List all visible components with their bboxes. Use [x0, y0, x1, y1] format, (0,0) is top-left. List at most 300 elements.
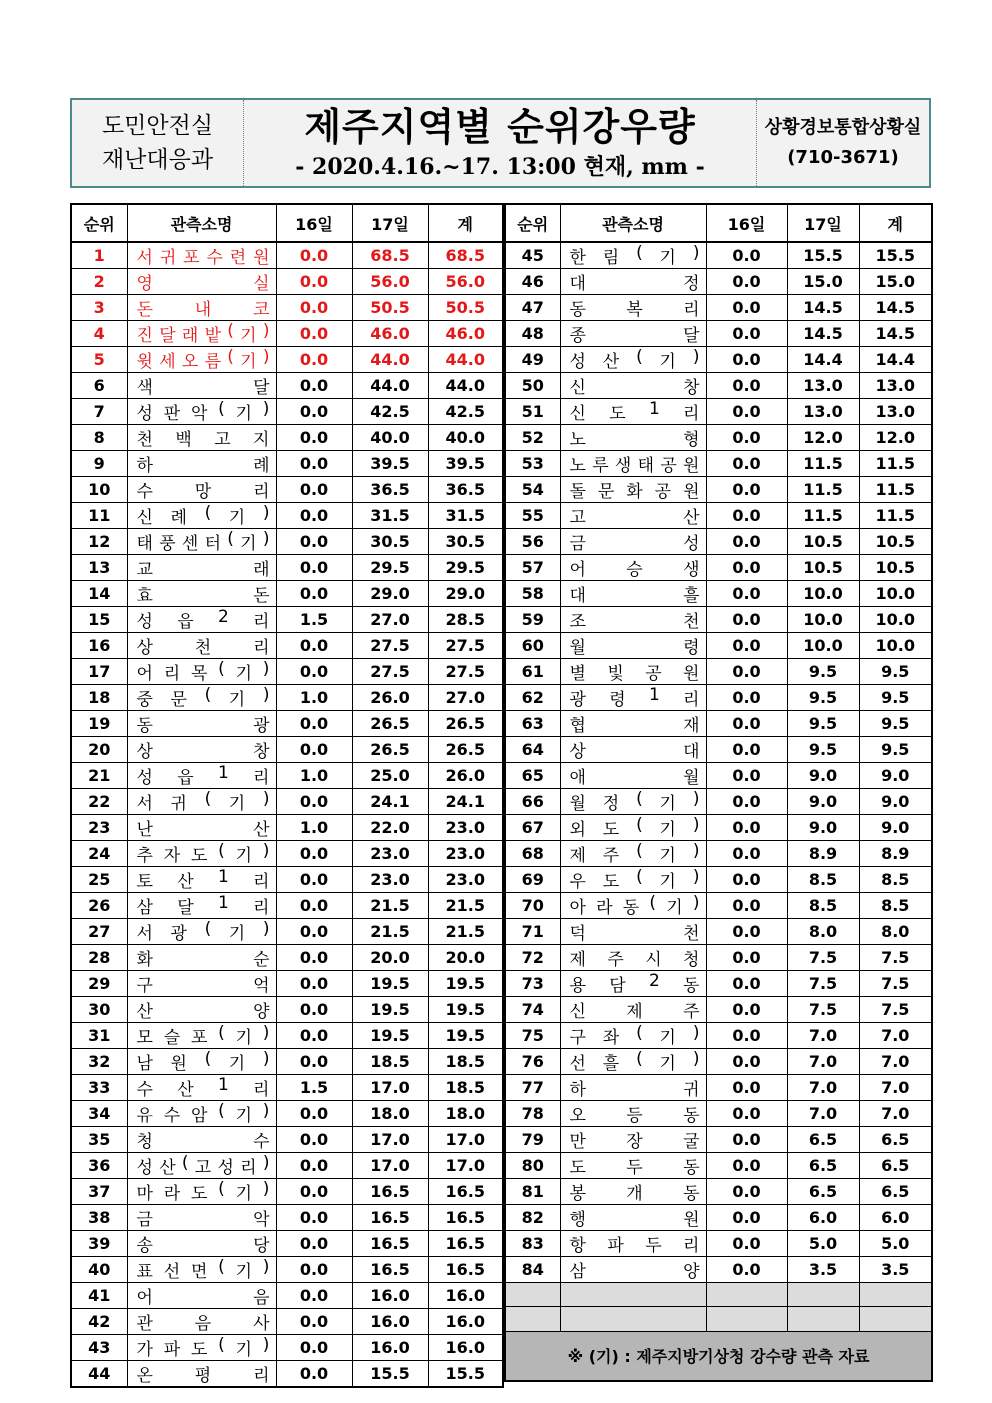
- station-name: 고 산: [569, 508, 700, 528]
- total-value-cell: 18.5: [428, 1049, 503, 1075]
- total-value-cell: 18.0: [428, 1101, 503, 1127]
- station-name: 화 순: [136, 950, 270, 970]
- station-name: 선 흘 ( 기 ): [569, 1049, 700, 1074]
- total-value-cell: 17.0: [428, 1127, 503, 1153]
- station-name-cell: [560, 373, 706, 399]
- total-value-cell: 31.5: [428, 503, 503, 529]
- station-name-cell: [127, 1361, 276, 1388]
- total-value-cell: 6.0: [859, 1205, 932, 1231]
- table-row: [71, 1127, 503, 1153]
- station-name: 종 달: [569, 326, 700, 346]
- table-row: [505, 763, 932, 789]
- table-row: [71, 893, 503, 919]
- day2-value-cell: 56.0: [352, 269, 428, 295]
- table-row: [505, 555, 932, 581]
- total-value-cell: 26.5: [428, 737, 503, 763]
- rank-cell: 12: [71, 529, 127, 555]
- station-name: 남 원 ( 기 ): [136, 1049, 270, 1074]
- rank-cell: 68: [505, 841, 560, 867]
- day1-value-cell: 0.0: [706, 1127, 787, 1153]
- total-value-cell: 8.5: [859, 893, 932, 919]
- station-name-cell: [560, 1101, 706, 1127]
- station-name: 수 산 1 리: [136, 1075, 270, 1100]
- total-value-cell: 10.5: [859, 555, 932, 581]
- day2-value-cell: 27.0: [352, 607, 428, 633]
- station-name: 표 선 면 ( 기 ): [136, 1257, 270, 1282]
- rank-cell: 75: [505, 1023, 560, 1049]
- day1-value-cell: 0.0: [706, 1257, 787, 1283]
- station-name: 송 당: [136, 1236, 270, 1256]
- station-name: 하 례: [136, 456, 270, 476]
- station-name: 아 라 동 ( 기 ): [569, 893, 700, 918]
- station-name-cell: [560, 1205, 706, 1231]
- rank-cell: 21: [71, 763, 127, 789]
- station-name-cell: [560, 477, 706, 503]
- rank-cell: 16: [71, 633, 127, 659]
- empty-cell: [859, 1283, 932, 1307]
- station-name: 어 음: [136, 1288, 270, 1308]
- day2-value-cell: 19.5: [352, 1023, 428, 1049]
- rank-cell: 33: [71, 1075, 127, 1101]
- rank-cell: 84: [505, 1257, 560, 1283]
- station-name-cell: [127, 1231, 276, 1257]
- day2-value-cell: 7.5: [787, 945, 859, 971]
- table-row: [71, 1101, 503, 1127]
- total-value-cell: 7.0: [859, 1075, 932, 1101]
- day2-value-cell: 14.5: [787, 295, 859, 321]
- station-name: 유 수 암 ( 기 ): [136, 1101, 270, 1126]
- station-name: 한 림 ( 기 ): [569, 243, 700, 268]
- station-name-cell: [560, 685, 706, 711]
- total-value-cell: 16.5: [428, 1179, 503, 1205]
- station-name: 모 슬 포 ( 기 ): [136, 1023, 270, 1048]
- day2-value-cell: 30.5: [352, 529, 428, 555]
- day2-value-cell: 21.5: [352, 919, 428, 945]
- rank-cell: 67: [505, 815, 560, 841]
- station-name: 외 도 ( 기 ): [569, 815, 700, 840]
- day1-value-cell: 0.0: [706, 529, 787, 555]
- day1-value-cell: 0.0: [276, 893, 352, 919]
- day1-value-cell: 0.0: [276, 295, 352, 321]
- total-value-cell: 14.5: [859, 321, 932, 347]
- rank-cell: 13: [71, 555, 127, 581]
- day2-value-cell: 7.5: [787, 997, 859, 1023]
- table-row: [505, 295, 932, 321]
- table-row: [505, 503, 932, 529]
- rank-cell: 44: [71, 1361, 127, 1388]
- office-phone: (710-3671): [787, 147, 899, 168]
- station-name: 구 억: [136, 976, 270, 996]
- total-value-cell: 68.5: [428, 242, 503, 269]
- col-rank: 순위: [505, 204, 560, 242]
- station-name: 구 좌 ( 기 ): [569, 1023, 700, 1048]
- day2-value-cell: 20.0: [352, 945, 428, 971]
- total-value-cell: 9.0: [859, 815, 932, 841]
- day2-value-cell: 7.0: [787, 1101, 859, 1127]
- station-name-cell: [127, 1127, 276, 1153]
- day1-value-cell: 0.0: [276, 1257, 352, 1283]
- total-value-cell: 13.0: [859, 399, 932, 425]
- empty-cell: [859, 1307, 932, 1331]
- rank-cell: 1: [71, 242, 127, 269]
- total-value-cell: 11.5: [859, 451, 932, 477]
- rank-cell: 66: [505, 789, 560, 815]
- total-value-cell: 7.5: [859, 971, 932, 997]
- day1-value-cell: 0.0: [706, 659, 787, 685]
- day2-value-cell: 40.0: [352, 425, 428, 451]
- empty-cell: [706, 1307, 787, 1331]
- station-name-cell: [127, 1205, 276, 1231]
- station-name-cell: [127, 1257, 276, 1283]
- station-name-cell: [127, 1075, 276, 1101]
- day2-value-cell: 16.0: [352, 1309, 428, 1335]
- report-header: [70, 98, 931, 188]
- total-value-cell: 11.5: [859, 477, 932, 503]
- table-row: [71, 1309, 503, 1335]
- rank-cell: 36: [71, 1153, 127, 1179]
- empty-cell: [560, 1283, 706, 1307]
- day1-value-cell: 0.0: [706, 555, 787, 581]
- day1-value-cell: 0.0: [276, 633, 352, 659]
- station-name-cell: [127, 1179, 276, 1205]
- day1-value-cell: 0.0: [706, 1153, 787, 1179]
- day2-value-cell: 16.5: [352, 1257, 428, 1283]
- total-value-cell: 17.0: [428, 1153, 503, 1179]
- day2-value-cell: 9.5: [787, 685, 859, 711]
- rank-cell: 62: [505, 685, 560, 711]
- total-value-cell: 19.5: [428, 971, 503, 997]
- station-name-cell: [560, 633, 706, 659]
- rank-cell: 76: [505, 1049, 560, 1075]
- day1-value-cell: 0.0: [276, 1335, 352, 1361]
- rank-cell: 69: [505, 867, 560, 893]
- day1-value-cell: 0.0: [276, 789, 352, 815]
- table-row: [505, 1231, 932, 1257]
- day1-value-cell: 0.0: [706, 815, 787, 841]
- table-row: [505, 659, 932, 685]
- day2-value-cell: 36.5: [352, 477, 428, 503]
- table-row: [71, 295, 503, 321]
- day1-value-cell: 0.0: [276, 1231, 352, 1257]
- col-total: 계: [428, 204, 503, 242]
- day1-value-cell: 0.0: [276, 425, 352, 451]
- day2-value-cell: 23.0: [352, 867, 428, 893]
- station-name: 만 장 굴: [569, 1132, 700, 1152]
- day2-value-cell: 13.0: [787, 399, 859, 425]
- day2-value-cell: 26.0: [352, 685, 428, 711]
- day2-value-cell: 10.5: [787, 529, 859, 555]
- day1-value-cell: 0.0: [276, 1309, 352, 1335]
- day1-value-cell: 0.0: [276, 919, 352, 945]
- day1-value-cell: 0.0: [706, 581, 787, 607]
- station-name-cell: [127, 295, 276, 321]
- day1-value-cell: 0.0: [276, 373, 352, 399]
- day2-value-cell: 18.0: [352, 1101, 428, 1127]
- total-value-cell: 9.5: [859, 685, 932, 711]
- station-name-cell: [127, 945, 276, 971]
- table-row: [71, 711, 503, 737]
- table-row: [71, 451, 503, 477]
- col-total: 계: [859, 204, 932, 242]
- station-name-cell: [127, 607, 276, 633]
- station-name: 성 산 ( 기 ): [569, 347, 700, 372]
- station-name-cell: [127, 919, 276, 945]
- station-name: 효 돈: [136, 586, 270, 606]
- day1-value-cell: 0.0: [706, 242, 787, 269]
- day1-value-cell: 0.0: [706, 1231, 787, 1257]
- total-value-cell: 7.0: [859, 1049, 932, 1075]
- day2-value-cell: 8.5: [787, 893, 859, 919]
- col-day1: 16일: [706, 204, 787, 242]
- col-station: 관측소명: [127, 204, 276, 242]
- station-name: 가 파 도 ( 기 ): [136, 1335, 270, 1360]
- station-name: 관 음 사: [136, 1314, 270, 1334]
- station-name: 삼 양: [569, 1262, 700, 1282]
- station-name: 우 도 ( 기 ): [569, 867, 700, 892]
- rank-cell: 29: [71, 971, 127, 997]
- table-row: [71, 581, 503, 607]
- total-value-cell: 24.1: [428, 789, 503, 815]
- table-row: [71, 425, 503, 451]
- rank-cell: 79: [505, 1127, 560, 1153]
- day1-value-cell: 0.0: [706, 373, 787, 399]
- station-name: 신 도 1 리: [569, 399, 700, 424]
- total-value-cell: 46.0: [428, 321, 503, 347]
- table-row: [505, 373, 932, 399]
- day1-value-cell: 0.0: [276, 269, 352, 295]
- station-name: 서 광 ( 기 ): [136, 919, 270, 944]
- station-name: 서 귀 ( 기 ): [136, 789, 270, 814]
- station-name-cell: [560, 763, 706, 789]
- station-name: 어 승 생: [569, 560, 700, 580]
- total-value-cell: 15.5: [859, 242, 932, 269]
- total-value-cell: 8.0: [859, 919, 932, 945]
- day2-value-cell: 14.5: [787, 321, 859, 347]
- rank-cell: 72: [505, 945, 560, 971]
- day2-value-cell: 17.0: [352, 1153, 428, 1179]
- day2-value-cell: 10.5: [787, 555, 859, 581]
- station-name: 용 담 2 동: [569, 971, 700, 996]
- table-row: [71, 347, 503, 373]
- station-name: 신 제 주: [569, 1002, 700, 1022]
- total-value-cell: 16.5: [428, 1257, 503, 1283]
- total-value-cell: 9.0: [859, 789, 932, 815]
- station-name: 동 복 리: [569, 300, 700, 320]
- table-row: [505, 737, 932, 763]
- day2-value-cell: 16.0: [352, 1283, 428, 1309]
- day2-value-cell: 26.5: [352, 711, 428, 737]
- rank-cell: 48: [505, 321, 560, 347]
- table-row: [505, 477, 932, 503]
- rank-cell: 49: [505, 347, 560, 373]
- station-name-cell: [560, 919, 706, 945]
- total-value-cell: 12.0: [859, 425, 932, 451]
- rank-cell: 64: [505, 737, 560, 763]
- day1-value-cell: 1.0: [276, 815, 352, 841]
- office-name: 상황경보통합상황실: [764, 117, 922, 138]
- day1-value-cell: 0.0: [706, 789, 787, 815]
- total-value-cell: 7.0: [859, 1023, 932, 1049]
- table-row: [71, 945, 503, 971]
- station-name-cell: [560, 581, 706, 607]
- table-row: [505, 1075, 932, 1101]
- rainfall-table-right: [504, 203, 933, 1382]
- total-value-cell: 21.5: [428, 919, 503, 945]
- day1-value-cell: 0.0: [706, 607, 787, 633]
- day2-value-cell: 6.5: [787, 1127, 859, 1153]
- station-name-cell: [127, 425, 276, 451]
- rank-cell: 8: [71, 425, 127, 451]
- table-row: [71, 815, 503, 841]
- contact-box: [757, 100, 929, 186]
- table-row: [71, 841, 503, 867]
- rank-cell: 32: [71, 1049, 127, 1075]
- day1-value-cell: 0.0: [276, 451, 352, 477]
- total-value-cell: 16.5: [428, 1205, 503, 1231]
- table-row: [71, 1231, 503, 1257]
- station-name: 제 주 ( 기 ): [569, 841, 700, 866]
- rank-cell: 50: [505, 373, 560, 399]
- table-row: [71, 477, 503, 503]
- table-row: [71, 242, 503, 269]
- day1-value-cell: 0.0: [276, 867, 352, 893]
- rank-cell: 25: [71, 867, 127, 893]
- station-name-cell: [560, 971, 706, 997]
- total-value-cell: 16.0: [428, 1309, 503, 1335]
- station-name: 온 평 리: [136, 1366, 270, 1386]
- rank-cell: 27: [71, 919, 127, 945]
- day2-value-cell: 7.0: [787, 1023, 859, 1049]
- station-name: 하 귀: [569, 1080, 700, 1100]
- total-value-cell: 15.5: [428, 1361, 503, 1388]
- day1-value-cell: 0.0: [276, 971, 352, 997]
- day1-value-cell: 0.0: [706, 685, 787, 711]
- day1-value-cell: 0.0: [706, 1205, 787, 1231]
- rank-cell: 38: [71, 1205, 127, 1231]
- day1-value-cell: 0.0: [706, 1179, 787, 1205]
- day2-value-cell: 26.5: [352, 737, 428, 763]
- day1-value-cell: 0.0: [276, 1049, 352, 1075]
- total-value-cell: 6.5: [859, 1179, 932, 1205]
- day2-value-cell: 19.5: [352, 997, 428, 1023]
- total-value-cell: 21.5: [428, 893, 503, 919]
- day2-value-cell: 11.5: [787, 477, 859, 503]
- source-note-row: [505, 1331, 932, 1381]
- col-day2: 17일: [352, 204, 428, 242]
- station-name-cell: [560, 1023, 706, 1049]
- rank-cell: 11: [71, 503, 127, 529]
- station-name: 어 리 목 ( 기 ): [136, 659, 270, 684]
- col-station: 관측소명: [560, 204, 706, 242]
- table-row: [505, 893, 932, 919]
- table-row: [71, 399, 503, 425]
- day2-value-cell: 7.5: [787, 971, 859, 997]
- col-rank: 순위: [71, 204, 127, 242]
- rank-cell: 4: [71, 321, 127, 347]
- total-value-cell: 19.5: [428, 1023, 503, 1049]
- rank-cell: 59: [505, 607, 560, 633]
- total-value-cell: 27.0: [428, 685, 503, 711]
- rank-cell: 51: [505, 399, 560, 425]
- rank-cell: 15: [71, 607, 127, 633]
- day2-value-cell: 9.5: [787, 737, 859, 763]
- day1-value-cell: 0.0: [706, 1049, 787, 1075]
- table-row: [505, 347, 932, 373]
- total-value-cell: 8.9: [859, 841, 932, 867]
- table-row: [505, 789, 932, 815]
- day2-value-cell: 42.5: [352, 399, 428, 425]
- station-name-cell: [127, 373, 276, 399]
- station-name-cell: [560, 997, 706, 1023]
- total-value-cell: 15.0: [859, 269, 932, 295]
- table-row: [505, 321, 932, 347]
- station-name-cell: [560, 815, 706, 841]
- total-value-cell: 7.5: [859, 997, 932, 1023]
- total-value-cell: 10.0: [859, 581, 932, 607]
- rank-cell: 28: [71, 945, 127, 971]
- station-name: 노 형: [569, 430, 700, 450]
- table-row: [71, 633, 503, 659]
- station-name-cell: [560, 399, 706, 425]
- day1-value-cell: 0.0: [706, 321, 787, 347]
- day1-value-cell: 0.0: [276, 1361, 352, 1388]
- total-value-cell: 10.0: [859, 633, 932, 659]
- station-name: 추 자 도 ( 기 ): [136, 841, 270, 866]
- day2-value-cell: 8.5: [787, 867, 859, 893]
- table-row: [71, 685, 503, 711]
- rank-cell: 31: [71, 1023, 127, 1049]
- station-name: 청 수: [136, 1132, 270, 1152]
- empty-cell: [560, 1307, 706, 1331]
- rank-cell: 80: [505, 1153, 560, 1179]
- table-row: [505, 425, 932, 451]
- day2-value-cell: 18.5: [352, 1049, 428, 1075]
- station-name: 협 재: [569, 716, 700, 736]
- table-row: [71, 1283, 503, 1309]
- table-row: [71, 1257, 503, 1283]
- total-value-cell: 30.5: [428, 529, 503, 555]
- station-name: 윗 세 오 름 ( 기 ): [136, 347, 270, 372]
- station-name-cell: [560, 1153, 706, 1179]
- day1-value-cell: 0.0: [276, 659, 352, 685]
- day2-value-cell: 12.0: [787, 425, 859, 451]
- day2-value-cell: 19.5: [352, 971, 428, 997]
- day1-value-cell: 0.0: [276, 581, 352, 607]
- station-name-cell: [560, 893, 706, 919]
- day2-value-cell: 68.5: [352, 242, 428, 269]
- day2-value-cell: 6.5: [787, 1179, 859, 1205]
- station-name-cell: [560, 242, 706, 269]
- day1-value-cell: 0.0: [706, 1075, 787, 1101]
- table-row: [71, 659, 503, 685]
- total-value-cell: 16.5: [428, 1231, 503, 1257]
- total-value-cell: 11.5: [859, 503, 932, 529]
- station-name: 애 월: [569, 768, 700, 788]
- station-name: 대 흘: [569, 586, 700, 606]
- rank-cell: 41: [71, 1283, 127, 1309]
- day1-value-cell: 0.0: [706, 451, 787, 477]
- day1-value-cell: 1.5: [276, 1075, 352, 1101]
- empty-row: [505, 1283, 932, 1307]
- station-name-cell: [560, 1231, 706, 1257]
- station-name: 신 례 ( 기 ): [136, 503, 270, 528]
- station-name-cell: [127, 893, 276, 919]
- day1-value-cell: 0.0: [276, 1127, 352, 1153]
- station-name-cell: [127, 763, 276, 789]
- day1-value-cell: 0.0: [276, 737, 352, 763]
- table-row: [505, 399, 932, 425]
- rank-cell: 65: [505, 763, 560, 789]
